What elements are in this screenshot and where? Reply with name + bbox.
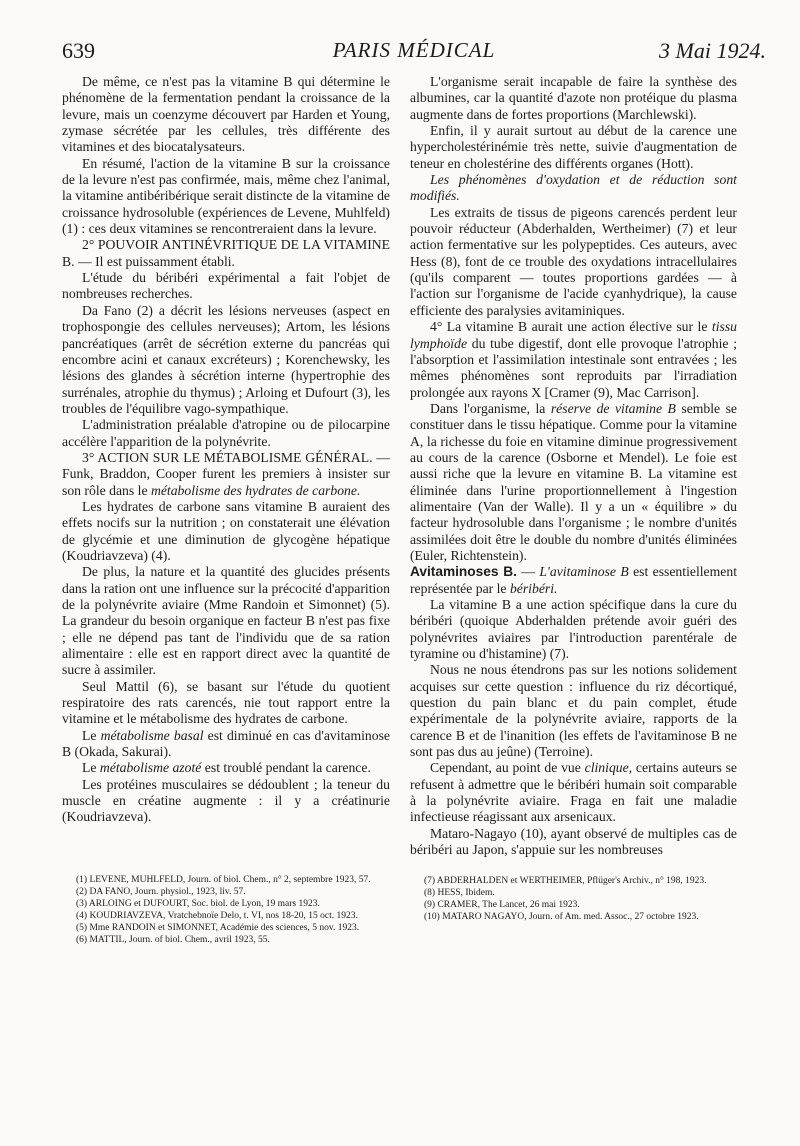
paragraph: Les hydrates de carbone sans vitamine B auraient des effets nocifs sur la nutrition ; on constaterait une élévation de glycémie et une diminution de glycogène hépatique (Koudriavzeva) (4). — [62, 498, 390, 563]
footnote: (5) Mme RANDOIN et SIMONNET, Académie des sciences, 5 nov. 1923. — [76, 922, 360, 933]
footnotes-right — [410, 875, 737, 923]
footnote: (9) CRAMER, The Lancet, 26 mai 1923. — [424, 899, 580, 910]
section-heading: 3° ACTION SUR LE MÉTABOLISME GÉNÉRAL. — [82, 449, 373, 465]
footnotes-left — [62, 874, 390, 946]
section-heading: Avitaminoses B. — [410, 564, 517, 580]
paragraph: L'administration préalable d'atropine ou de pilocarpine accélère l'apparition de la polynévrite. — [62, 417, 390, 449]
section-heading-paragraph: 3° ACTION SUR LE MÉTABOLISME GÉNÉRAL. — Funk, Braddon, Cooper furent les premiers à insister sur son rôle dans le métabolisme des hydrates de carbone. — [62, 449, 390, 498]
paragraph: Les protéines musculaires se dédoublent ; la teneur du muscle en créatine augmente : il y a créatinurie (Koudriavzeva). — [62, 776, 390, 825]
left-column — [62, 74, 390, 946]
footnote: (8) HESS, Ibidem. — [424, 887, 495, 898]
paragraph: Les extraits de tissus de pigeons carencés perdent leur pouvoir réducteur (Abderhalden, Wertheimer) (7) et leur action fermentative sur les polypeptides. Ces auteurs, avec Hess (8), font de ce trouble des oxydations intracellulaires (qu'ils comparent — toutes proportions gardées — à l'action sur l'organisme de l'acide cyanhydrique), la cause efficiente des paralysies avitaminiques. — [410, 204, 737, 318]
paragraph: La vitamine B a une action spécifique dans la cure du béribéri (quoique Abderhalden prétende avoir guéri des polynévrites aviaires par l'introduction parentérale de tyramine ou d'histamine) (7). — [410, 597, 737, 662]
paragraph: De même, ce n'est pas la vitamine B qui détermine le phénomène de la fermentation pendant la croissance de la levure, mais un coenzyme découvert par Harden et Young, zymase sécrétée par les cellules, très différente des vitamines et des biocatalysateurs. — [62, 74, 390, 155]
paragraph: En résumé, l'action de la vitamine B sur la croissance de la levure n'est pas confirmée, mais, même chez l'animal, la vitamine antibéribérique serait distincte de la vitamine de croissance hydrosoluble (expériences de Levene, Muhlfeld) (1) : ces deux vitamines se rencontreraient dans la levure. — [62, 155, 390, 237]
footnote: (4) KOUDRIAVZEVA, Vratchebnoïe Delo, t. VI, nos 18-20, 15 oct. 1923. — [76, 910, 358, 921]
paragraph: Seul Mattil (6), se basant sur l'étude du quotient respiratoire des rats carencés, nie tout rapport entre la vitamine et le métabolisme des hydrates de carbone. — [62, 678, 390, 727]
paragraph: Da Fano (2) a décrit les lésions nerveuses (aspect en trophospongie des cellules nerveuses); Artom, les lésions pancréatiques (arrêt de sécrétion externe du pancréas qui encombre acini et canaux excréteurs) ; Korenchewsky, les lésions des glandes à sécrétion interne (hypertrophie des surrénales, atrophie du thymus) ; Arloing et Dufourt (3), les troubles de l'équilibre vago-sympathique. — [62, 302, 390, 416]
page-number: 639 — [62, 38, 95, 63]
paragraph: Dans l'organisme, la réserve de vitamine B semble se constituer dans le tissu hépatique. Comme pour la vitamine A, la richesse du foie en vitamine diminue progressivement au cours de la carence (Osborne et Mendel). Le foie est aussi riche que la levure en vitamine B. La vitamine est éliminée dans l'urine proportionnellement à l'ingestion alimentaire (Van der Walle). Il y a un « équilibre » du facteur hydrosoluble dans l'organisme ; le nombre d'unités assimilées doit être le double du nombre d'unités éliminées (Euler, Richtenstein). — [410, 400, 737, 563]
section-heading: 2° POUVOIR ANTINÉVRITIQUE DE LA VITAMINE B. — [62, 237, 390, 269]
paragraph: L'organisme serait incapable de faire la synthèse des albumines, car la quantité d'azote non protéique du plasma augmente dans de fortes proportions (Marchlewski). — [410, 74, 737, 122]
journal-title: PARIS MÉDICAL — [332, 38, 496, 62]
footnote: (1) LEVENE, MUHLFELD, Journ. of biol. Chem., n° 2, septembre 1923, 57. — [76, 874, 371, 885]
issue-date: 3 Mai 1924. — [659, 38, 766, 63]
paragraph: Enfin, il y aurait surtout au début de la carence une hypercholestérinémie très nette, suivie d'augmentation de teneur en cholestérine des différents organes (Hott). — [410, 123, 737, 171]
paragraph: Cependant, au point de vue clinique, certains auteurs se refusent à admettre que le béribéri humain soit comparable à la polynévrite aviaire. Fraga en fait une maladie infectieuse réagissant aux arsenicaux. — [410, 760, 737, 825]
running-header — [62, 38, 766, 68]
paragraph: Le métabolisme azoté est troublé pendant la carence. — [82, 760, 371, 776]
footnote: (10) MATARO NAGAYO, Journ. of Am. med. Assoc., 27 octobre 1923. — [424, 911, 699, 922]
section-heading-paragraph: 2° POUVOIR ANTINÉVRITIQUE DE LA VITAMINE B. — Il est puissamment établi. — [62, 237, 390, 269]
paragraph: L'étude du béribéri expérimental a fait l'objet de nombreuses recherches. — [62, 270, 390, 302]
subheading: Les phénomènes d'oxydation et de réduction sont modifiés. — [410, 172, 737, 204]
paragraph: 4° La vitamine B aurait une action élective sur le tissu lymphoïde du tube digestif, dont elle provoque l'atrophie ; l'absorption et l'assimilation intestinale sont entravées ; les mêmes phénomènes sont reproduits par l'irradiation prolongée aux rayons X [Cramer (9), Mac Carrison]. — [410, 319, 737, 400]
paragraph: Mataro-Nagayo (10), ayant observé de multiples cas de béribéri au Japon, s'appuie sur les nombreuses — [410, 825, 737, 858]
paragraph: Le métabolisme basal est diminué en cas d'avitaminose B (Okada, Sakurai). — [62, 727, 390, 760]
footnote: (2) DA FANO, Journ. physiol., 1923, liv. 57. — [76, 886, 246, 897]
paragraph: De plus, la nature et la quantité des glucides présents dans la ration ont une influence sur la précocité d'apparition de la polynévrite aviaire (Mme Randoin et Simonnet) (5). La grandeur du besoin organique en facteur B n'est pas fixe ; elle ne dépend pas tant de l'individu que de sa ration alimentaire : elle est en rapport direct avec la quantité de sucre à assimiler. — [62, 564, 390, 678]
footnote: (6) MATTIL, Journ. of biol. Chem., avril 1923, 55. — [76, 934, 270, 945]
footnote: (3) ARLOING et DUFOURT, Soc. biol. de Lyon, 19 mars 1923. — [76, 898, 320, 909]
right-column — [410, 74, 737, 923]
paragraph: Nous ne nous étendrons pas sur les notions solidement acquises sur cette question : influence du riz décortiqué, question du pain blanc et du pain complet, étude expérimentale de la polynévrite aviaire, rapports de la carence B et de l'inanition (les effets de l'avitaminose B ne sont pas dus au jeûne) (Terroine). — [410, 662, 737, 760]
section-heading-paragraph: Avitaminoses B. — L'avitaminose B est essentiellement représentée par le béribéri. — [410, 564, 738, 596]
footnote: (7) ABDERHALDEN et WERTHEIMER, Pflüger's Archiv., n° 198, 1923. — [424, 875, 707, 886]
